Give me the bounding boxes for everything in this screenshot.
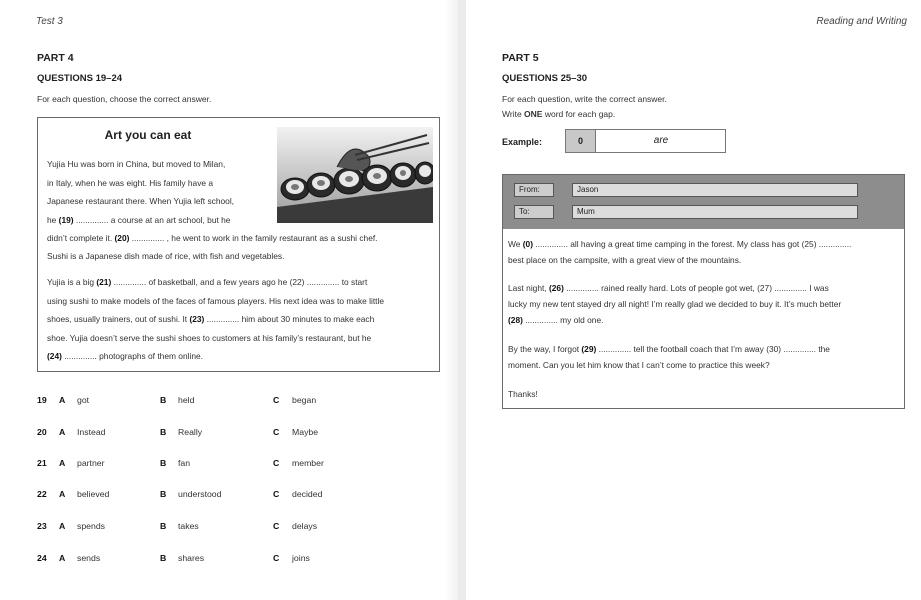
question-number: 23 xyxy=(37,521,47,531)
option-b[interactable]: fan xyxy=(178,458,191,468)
article-line-9: shoes, usually trainers, out of sushi. It (23) .............. him about 30 minutes to make each xyxy=(47,314,375,324)
option-c-letter: C xyxy=(273,395,280,405)
article-line-3: Japanese restaurant there. When Yujia left school, xyxy=(47,196,235,206)
option-b[interactable]: takes xyxy=(178,521,199,531)
option-c[interactable]: Maybe xyxy=(292,427,319,437)
email-line-7: moment. Can you let him know that I can’t come to practice this week? xyxy=(508,360,770,370)
reading-text-box xyxy=(37,117,440,372)
option-b[interactable]: held xyxy=(178,395,195,405)
example-number: 0 xyxy=(566,130,596,152)
question-number: 19 xyxy=(37,395,47,405)
article-line-6: Sushi is a Japanese dish made of rice, with fish and vegetables. xyxy=(47,251,285,261)
example-box xyxy=(565,129,726,153)
option-b[interactable]: Really xyxy=(178,427,203,437)
option-a[interactable]: spends xyxy=(77,521,106,531)
question-number: 22 xyxy=(37,489,47,499)
question-23-options xyxy=(37,521,357,535)
option-c[interactable]: delays xyxy=(292,521,318,531)
question-24-options xyxy=(37,553,357,567)
part-5-heading: PART 5 xyxy=(502,52,539,64)
option-a[interactable]: sends xyxy=(77,553,101,563)
question-number: 24 xyxy=(37,553,47,563)
email-line-2: best place on the campsite, with a great view of the mountains. xyxy=(508,255,742,265)
option-a-letter: A xyxy=(59,521,66,531)
option-b-letter: B xyxy=(160,458,167,468)
to-label: To: xyxy=(514,205,554,219)
option-b[interactable]: understood xyxy=(178,489,222,499)
option-c[interactable]: began xyxy=(292,395,317,405)
option-a[interactable]: got xyxy=(77,395,90,405)
option-a-letter: A xyxy=(59,489,66,499)
sushi-photo-icon xyxy=(277,127,433,223)
option-b-letter: B xyxy=(160,427,167,437)
option-c-letter: C xyxy=(273,553,280,563)
option-b[interactable]: shares xyxy=(178,553,205,563)
option-a-letter: A xyxy=(59,553,66,563)
option-c-letter: C xyxy=(273,458,280,468)
option-a[interactable]: Instead xyxy=(77,427,106,437)
part-5-instruction-1: For each question, write the correct answer. xyxy=(502,94,667,104)
option-c-letter: C xyxy=(273,427,280,437)
part-5-instruction-2: Write ONE word for each gap. xyxy=(502,109,616,119)
questions-25-30-heading: QUESTIONS 25–30 xyxy=(502,73,588,84)
to-field: Mum xyxy=(572,205,858,219)
option-a-letter: A xyxy=(59,395,66,405)
email-sign-off: Thanks! xyxy=(508,389,538,399)
article-line-11: (24) .............. photographs of them online. xyxy=(47,351,203,361)
article-line-4: he (19) .............. a course at an art school, but he xyxy=(47,215,231,225)
example-answer: are xyxy=(653,135,669,146)
running-head-left: Test 3 xyxy=(36,16,63,27)
question-21-options xyxy=(37,458,357,472)
article-line-7: Yujia is a big (21) .............. of basketball, and a few years ago he (22) .............. to start xyxy=(47,277,368,287)
option-c[interactable]: decided xyxy=(292,489,323,499)
article-line-5: didn’t complete it. (20) .............. , he went to work in the family restaurant as a sushi chef. xyxy=(47,233,378,243)
option-b-letter: B xyxy=(160,489,167,499)
option-a-letter: A xyxy=(59,427,66,437)
option-a[interactable]: believed xyxy=(77,489,110,499)
part-4-instruction: For each question, choose the correct answer. xyxy=(37,94,212,104)
question-20-options xyxy=(37,427,357,441)
questions-19-24-heading: QUESTIONS 19–24 xyxy=(37,73,123,84)
article-line-8: using sushi to make models of the faces of famous players. His next idea was to make little xyxy=(47,296,385,306)
from-field: Jason xyxy=(572,183,858,197)
article-line-2: in Italy, when he was eight. His family have a xyxy=(47,178,214,188)
question-number: 20 xyxy=(37,427,47,437)
from-label: From: xyxy=(514,183,554,197)
part-4-heading: PART 4 xyxy=(37,52,74,64)
email-line-3: Last night, (26) .............. rained really hard. Lots of people got wet, (27) .............. I was xyxy=(508,283,829,293)
option-a-letter: A xyxy=(59,458,66,468)
email-line-1: We (0) .............. all having a great time camping in the forest. My class has got (25) .............. xyxy=(508,239,852,249)
option-c-letter: C xyxy=(273,521,280,531)
question-number: 21 xyxy=(37,458,47,468)
article-line-1: Yujia Hu was born in China, but moved to Milan, xyxy=(47,159,226,169)
option-a[interactable]: partner xyxy=(77,458,105,468)
option-c[interactable]: member xyxy=(292,458,324,468)
option-b-letter: B xyxy=(160,395,167,405)
option-c-letter: C xyxy=(273,489,280,499)
email-header xyxy=(503,175,904,229)
question-22-options xyxy=(37,489,357,503)
email-line-6: By the way, I forgot (29) .............. tell the football coach that I’m away (30) .............. the xyxy=(508,344,830,354)
right-page xyxy=(466,0,921,600)
email-line-5: (28) .............. my old one. xyxy=(508,315,604,325)
left-page xyxy=(0,0,458,600)
question-19-options xyxy=(37,395,357,409)
example-label: Example: xyxy=(502,137,543,147)
email-line-4: lucky my new tent stayed dry all night! I’m really glad we decided to buy it. It’s much better xyxy=(508,299,842,309)
email-box xyxy=(502,174,905,409)
option-b-letter: B xyxy=(160,521,167,531)
option-b-letter: B xyxy=(160,553,167,563)
option-c[interactable]: joins xyxy=(292,553,310,563)
article-line-10: shoe. Yujia doesn’t serve the sushi shoes to customers at his family’s restaurant, but he xyxy=(47,333,372,343)
article-title: Art you can eat xyxy=(104,128,192,142)
running-head-right: Reading and Writing xyxy=(816,16,907,27)
